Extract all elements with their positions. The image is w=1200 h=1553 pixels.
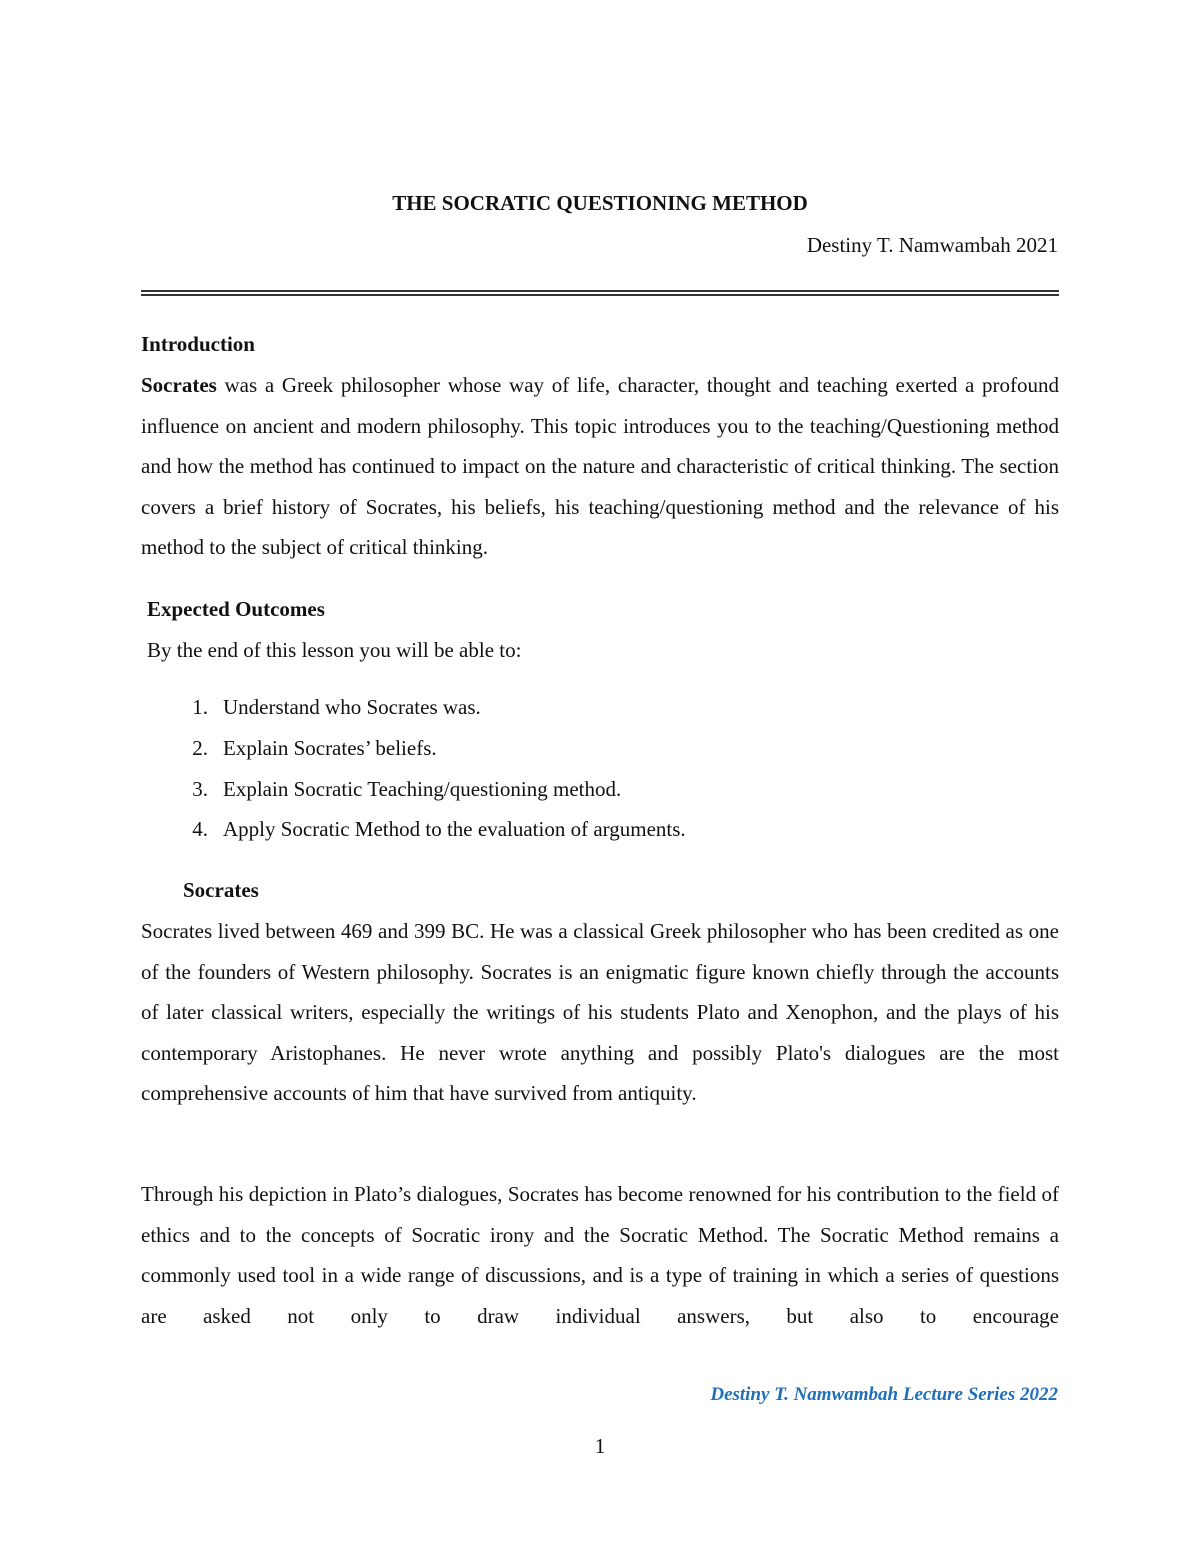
list-item-text: Explain Socratic Teaching/questioning method.: [223, 776, 622, 801]
footer-series-label: Destiny T. Namwambah Lecture Series 2022: [710, 1384, 1058, 1405]
introduction-paragraph: [141, 365, 1059, 568]
list-item-number: 1.: [192, 695, 208, 719]
introduction-body-text: was a Greek philosopher whose way of life, character, thought and teaching exerted a profound influence on ancient and modern philosophy. This topic introduces you to the teaching/Questioning method and how the method has continued to impact on the nature and characteristic of critical thinking. The section covers a brief history of Socrates, his beliefs, his teaching/questioning method and the relevance of his method to the subject of critical thinking.: [141, 373, 1059, 560]
list-item: [141, 694, 1041, 735]
author-line: Destiny T. Namwambah 2021: [806, 233, 1058, 257]
list-item-text: Explain Socrates’ beliefs.: [223, 735, 437, 760]
page-number: 1: [594, 1434, 606, 1458]
document-title: THE SOCRATIC QUESTIONING METHOD: [392, 191, 808, 215]
introduction-lead-bold: Socrates: [141, 373, 217, 397]
expected-outcomes-lead: By the end of this lesson you will be able to:: [147, 638, 522, 662]
socrates-heading: Socrates: [183, 878, 259, 902]
socrates-paragraph-2: Through his depiction in Plato’s dialogues, Socrates has become renowned for his contribution to the field of ethics and to the concepts of Socratic irony and the Socratic Method. The Socratic Method remains a commonly used tool in a wide range of discussions, and is a type of training in which a series of questions are asked not only to draw individual answers, but also to encourage: [141, 1182, 1059, 1328]
introduction-heading: Introduction: [141, 332, 255, 356]
outcomes-list: [141, 694, 1041, 857]
double-rule-divider: [141, 290, 1059, 296]
list-item-number: 4.: [192, 817, 208, 842]
list-item: [141, 816, 1041, 857]
list-item-text: Understand who Socrates was.: [223, 695, 481, 719]
list-item: [141, 776, 1041, 817]
list-item: [141, 735, 1041, 776]
socrates-paragraph-1: Socrates lived between 469 and 399 BC. He was a classical Greek philosopher who has been credited as one of the founders of Western philosophy. Socrates is an enigmatic figure known chiefly through the accounts of later classical writers, especially the writings of his students Plato and Xenophon, and the plays of his contemporary Aristophanes. He never wrote anything and possibly Plato's dialogues are the most comprehensive accounts of him that have survived from antiquity.: [141, 919, 1059, 1106]
list-item-text: Apply Socratic Method to the evaluation of arguments.: [223, 817, 686, 842]
list-item-number: 2.: [192, 735, 208, 760]
expected-outcomes-heading: Expected Outcomes: [147, 597, 325, 621]
list-item-number: 3.: [192, 776, 208, 801]
